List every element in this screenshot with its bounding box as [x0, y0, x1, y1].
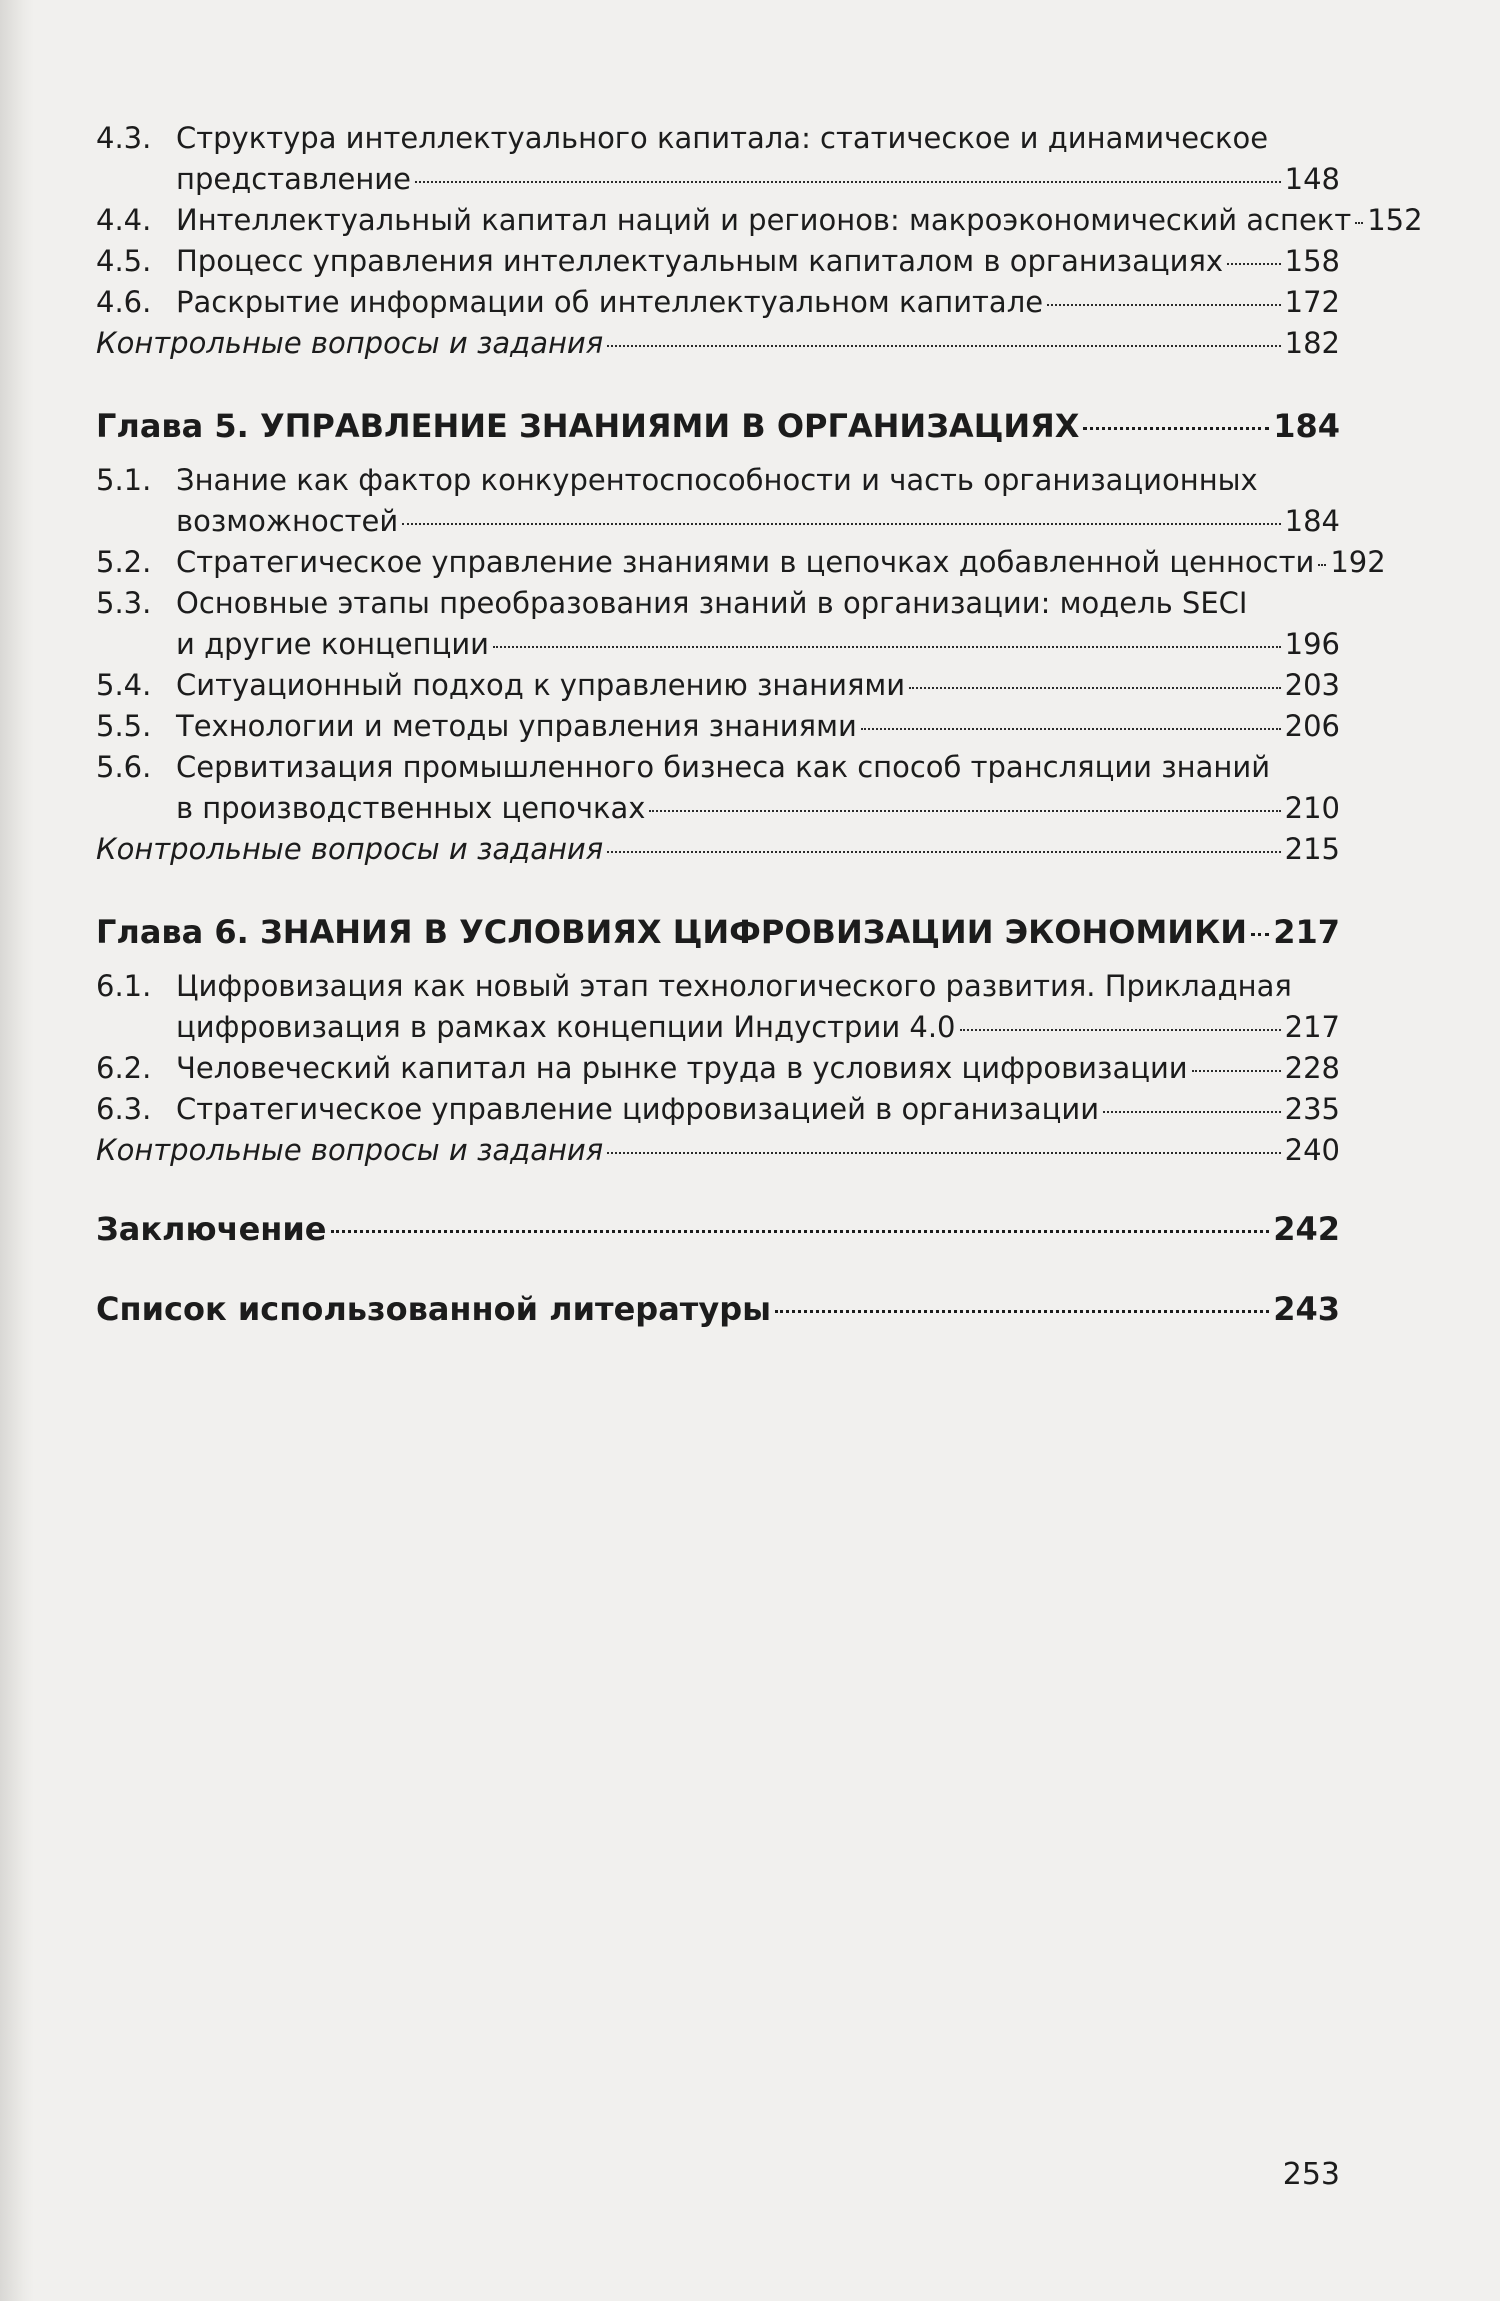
toc-entry-6-2[interactable]	[96, 1048, 1340, 1089]
entry-title-line1: Основные этапы преобразования знаний в организации: модель SECI	[176, 586, 1248, 620]
dot-leader	[1251, 933, 1269, 936]
entry-title: Контрольные вопросы и задания	[96, 832, 604, 866]
entry-page: 215	[1284, 832, 1340, 866]
entry-title-line1: Цифровизация как новый этап технологического развития. Прикладная	[176, 969, 1292, 1003]
toc-entry-4-6[interactable]	[96, 282, 1340, 323]
entry-title-line2: в производственных цепочках	[176, 791, 646, 825]
dot-leader	[331, 1230, 1270, 1233]
toc-entry-6-1[interactable]	[96, 966, 1340, 1048]
entry-title: Стратегическое управление знаниями в цепочках добавленной ценности	[176, 545, 1315, 579]
toc-references[interactable]	[96, 1287, 1340, 1331]
dot-leader	[1227, 263, 1281, 265]
conclusion-title: Заключение	[96, 1210, 327, 1248]
chapter-title: Глава 6. ЗНАНИЯ В УСЛОВИЯХ ЦИФРОВИЗАЦИИ ЭКОНОМИКИ	[96, 913, 1247, 951]
entry-page: 196	[1284, 627, 1340, 661]
dot-leader	[1103, 1111, 1281, 1113]
entry-page: 192	[1330, 545, 1386, 579]
toc-chapter-5[interactable]	[96, 404, 1340, 448]
chapter-page: 217	[1273, 913, 1340, 951]
entry-title: Человеческий капитал на рынке труда в условиях цифровизации	[176, 1051, 1188, 1085]
entry-number: 4.4.	[96, 203, 152, 237]
entry-title: Процесс управления интеллектуальным капиталом в организациях	[176, 244, 1224, 278]
entry-title-line2: представление	[176, 162, 411, 196]
entry-title-line1: Структура интеллектуального капитала: статическое и динамическое	[176, 121, 1269, 155]
references-title: Список использованной литературы	[96, 1290, 772, 1328]
dot-leader	[861, 728, 1281, 730]
entry-title: Раскрытие информации об интеллектуальном капитале	[176, 285, 1044, 319]
toc-chapter-6[interactable]	[96, 910, 1340, 954]
dot-leader	[1047, 304, 1281, 306]
entry-title-line2: возможностей	[176, 504, 399, 538]
entry-number: 6.3.	[96, 1092, 152, 1126]
toc-entry-questions-4[interactable]	[96, 323, 1340, 364]
entry-title-line1: Знание как фактор конкурентоспособности и часть организационных	[176, 463, 1258, 497]
dot-leader	[960, 1029, 1281, 1031]
entry-number: 4.3.	[96, 121, 152, 155]
toc-entry-questions-6[interactable]	[96, 1130, 1340, 1171]
entry-number: 4.5.	[96, 244, 152, 278]
dot-leader	[649, 810, 1280, 812]
dot-leader	[1083, 427, 1269, 430]
toc-entry-5-2[interactable]	[96, 542, 1386, 583]
entry-title: Стратегическое управление цифровизацией в организации	[176, 1092, 1100, 1126]
toc-entry-6-3[interactable]	[96, 1089, 1340, 1130]
dot-leader	[1192, 1070, 1281, 1072]
entry-page: 148	[1284, 162, 1340, 196]
dot-leader	[415, 181, 1281, 183]
dot-leader	[493, 646, 1281, 648]
dot-leader	[909, 687, 1281, 689]
entry-page: 203	[1284, 668, 1340, 702]
references-page: 243	[1273, 1290, 1340, 1328]
entry-number: 6.1.	[96, 969, 152, 1003]
chapter-page: 184	[1273, 407, 1340, 445]
entry-page: 210	[1284, 791, 1340, 825]
toc-entry-4-3[interactable]	[96, 118, 1340, 200]
entry-title: Интеллектуальный капитал наций и регионов: макроэкономический аспект	[176, 203, 1352, 237]
entry-title-line2: и другие концепции	[176, 627, 490, 661]
toc-entry-5-4[interactable]	[96, 665, 1340, 706]
toc-entry-questions-5[interactable]	[96, 829, 1340, 870]
table-of-contents	[96, 118, 1423, 1331]
entry-page: 217	[1284, 1010, 1340, 1044]
toc-entry-5-6[interactable]	[96, 747, 1340, 829]
chapter-title: Глава 5. УПРАВЛЕНИЕ ЗНАНИЯМИ В ОРГАНИЗАЦИЯХ	[96, 407, 1080, 445]
conclusion-page: 242	[1273, 1210, 1340, 1248]
dot-leader	[1355, 222, 1363, 224]
entry-number: 5.6.	[96, 750, 152, 784]
entry-title: Контрольные вопросы и задания	[96, 1133, 604, 1167]
entry-number: 5.4.	[96, 668, 152, 702]
dot-leader	[402, 523, 1280, 525]
entry-page: 206	[1284, 709, 1340, 743]
entry-number: 5.1.	[96, 463, 152, 497]
toc-entry-4-4[interactable]	[96, 200, 1423, 241]
dot-leader	[607, 1152, 1280, 1154]
entry-page: 184	[1284, 504, 1340, 538]
page-edge-shadow	[0, 0, 34, 2301]
dot-leader	[775, 1310, 1269, 1313]
toc-entry-5-5[interactable]	[96, 706, 1340, 747]
entry-title-line2: цифровизация в рамках концепции Индустрии 4.0	[176, 1010, 956, 1044]
entry-title: Контрольные вопросы и задания	[96, 326, 604, 360]
toc-conclusion[interactable]	[96, 1207, 1340, 1251]
entry-page: 182	[1284, 326, 1340, 360]
entry-title-line1: Сервитизация промышленного бизнеса как способ трансляции знаний	[176, 750, 1271, 784]
page-number: 253	[1282, 2157, 1340, 2192]
entry-number: 6.2.	[96, 1051, 152, 1085]
entry-page: 235	[1284, 1092, 1340, 1126]
entry-title: Технологии и методы управления знаниями	[176, 709, 857, 743]
dot-leader	[607, 345, 1280, 347]
entry-number: 5.5.	[96, 709, 152, 743]
entry-page: 240	[1284, 1133, 1340, 1167]
entry-number: 4.6.	[96, 285, 152, 319]
entry-number: 5.3.	[96, 586, 152, 620]
entry-page: 172	[1284, 285, 1340, 319]
dot-leader	[607, 851, 1280, 853]
dot-leader	[1318, 564, 1326, 566]
toc-entry-5-3[interactable]	[96, 583, 1340, 665]
entry-page: 152	[1367, 203, 1423, 237]
entry-page: 158	[1284, 244, 1340, 278]
entry-page: 228	[1284, 1051, 1340, 1085]
toc-entry-4-5[interactable]	[96, 241, 1340, 282]
entry-title: Ситуационный подход к управлению знаниями	[176, 668, 906, 702]
entry-number: 5.2.	[96, 545, 152, 579]
toc-entry-5-1[interactable]	[96, 460, 1340, 542]
